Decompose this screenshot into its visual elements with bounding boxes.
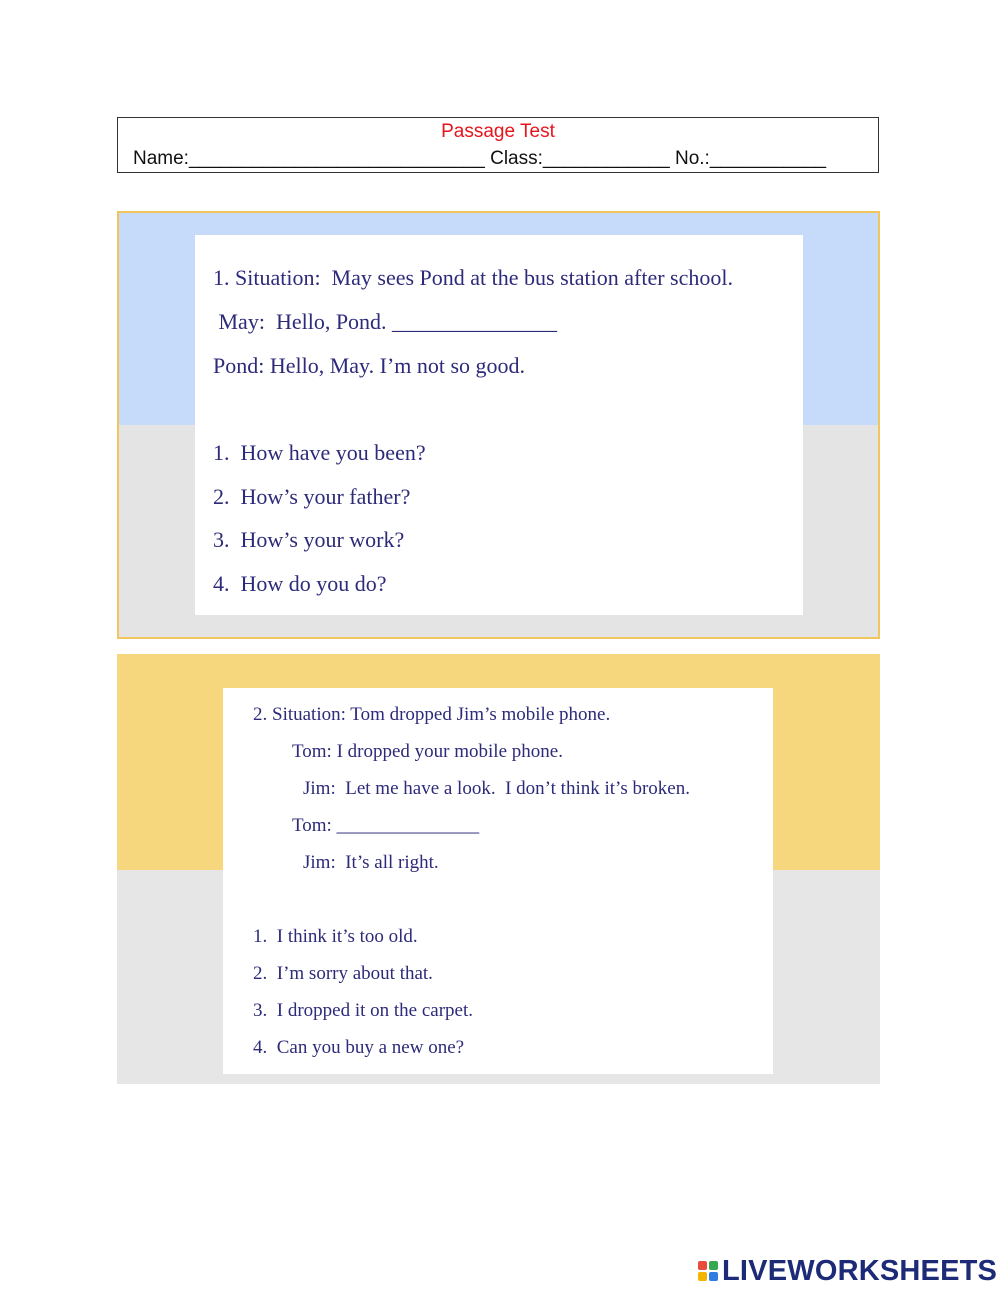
question-2-panel bbox=[117, 654, 880, 1084]
situation-line: 2. Situation: Tom dropped Jim’s mobile phone. bbox=[253, 704, 611, 725]
answer-option[interactable]: 3. I dropped it on the carpet. bbox=[253, 1000, 474, 1021]
question-1-panel bbox=[117, 211, 880, 639]
answer-option[interactable]: 1. I think it’s too old. bbox=[253, 926, 418, 947]
dialogue-line: Jim: It’s all right. bbox=[303, 852, 439, 873]
question-1-card bbox=[195, 235, 803, 615]
liveworksheets-logo bbox=[698, 1256, 997, 1286]
answer-option[interactable]: 4. Can you buy a new one? bbox=[253, 1037, 465, 1058]
page-title: Passage Test bbox=[441, 121, 555, 142]
header-box bbox=[117, 117, 879, 173]
answer-option[interactable]: 2. How’s your father? bbox=[213, 484, 411, 509]
dialogue-line: May: Hello, Pond. _______________ bbox=[213, 309, 558, 334]
answer-option[interactable]: 3. How’s your work? bbox=[213, 527, 405, 552]
dialogue-line: Tom: _______________ bbox=[292, 815, 480, 836]
answer-option[interactable]: 2. I’m sorry about that. bbox=[253, 963, 433, 984]
student-info-line: Name:____________________________ Class:____________ No.:___________ bbox=[133, 148, 827, 169]
situation-line: 1. Situation: May sees Pond at the bus station after school. bbox=[213, 265, 733, 290]
answer-option[interactable]: 1. How have you been? bbox=[213, 440, 426, 465]
logo-text: LIVEWORKSHEETS bbox=[722, 1254, 998, 1287]
question-2-card bbox=[223, 688, 773, 1074]
dialogue-line: Jim: Let me have a look. I don’t think it’s broken. bbox=[303, 778, 690, 799]
liveworksheets-logo-icon bbox=[698, 1261, 718, 1281]
answer-option[interactable]: 4. How do you do? bbox=[213, 571, 387, 596]
dialogue-line: Tom: I dropped your mobile phone. bbox=[292, 741, 563, 762]
dialogue-line: Pond: Hello, May. I’m not so good. bbox=[213, 353, 526, 378]
